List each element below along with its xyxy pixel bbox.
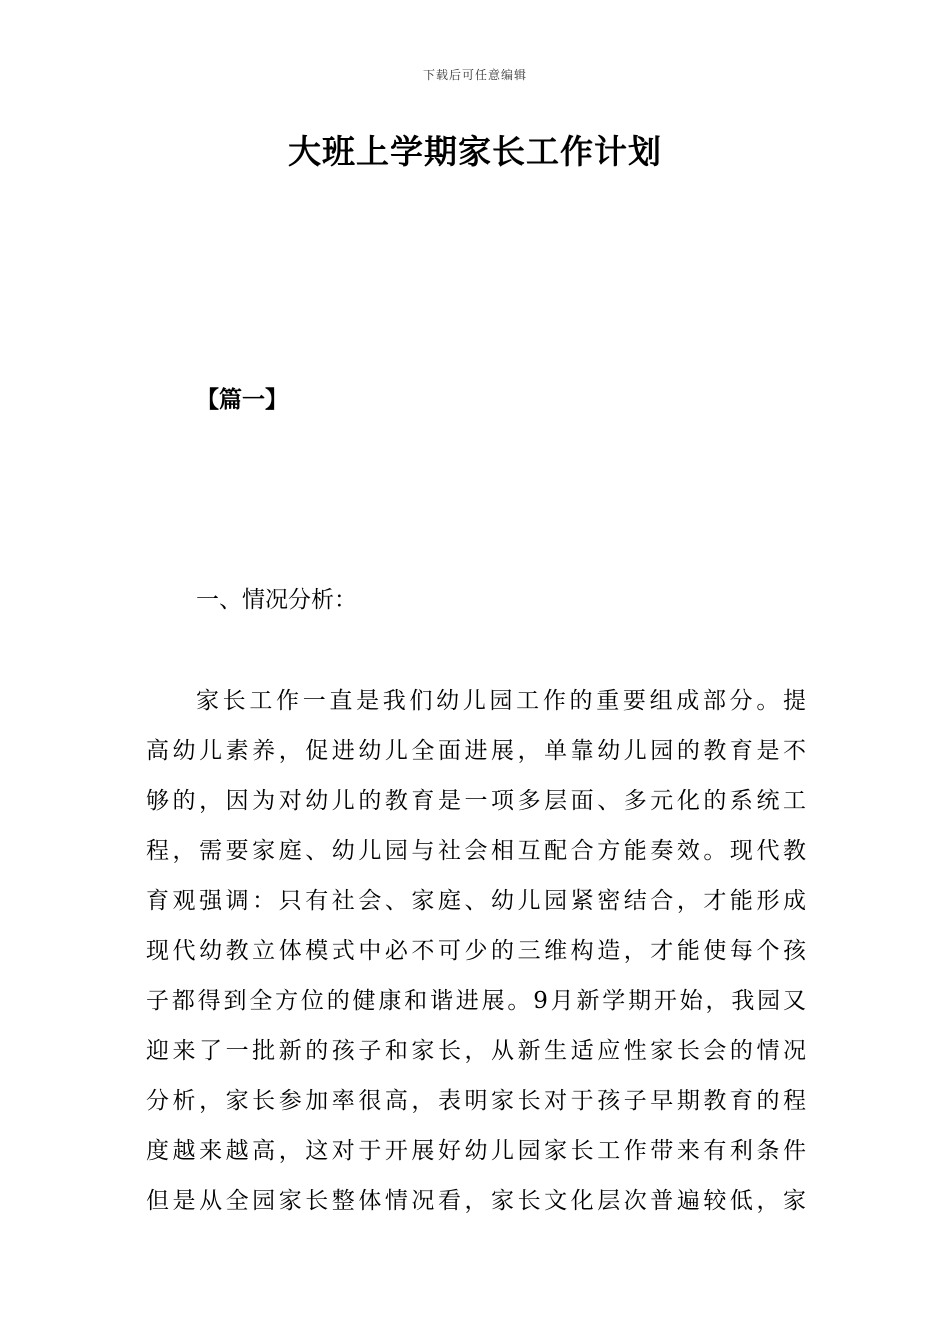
body-line: 分析，家长参加率很高，表明家长对于孩子早期教育的程 (146, 1088, 806, 1114)
body-line: 度越来越高，这对于开展好幼儿园家长工作带来有利条件 (146, 1138, 806, 1164)
body-line: 现代幼教立体模式中必不可少的三维构造，才能使每个孩 (146, 938, 806, 964)
body-line: 够的，因为对幼儿的教育是一项多层面、多元化的系统工 (146, 788, 806, 814)
body-line: 但是从全园家长整体情况看，家长文化层次普遍较低，家 (146, 1188, 806, 1214)
body-line: 程，需要家庭、幼儿园与社会相互配合方能奏效。现代教 (146, 838, 806, 864)
body-paragraph (146, 676, 806, 1226)
section-heading: 一、情况分析： (196, 587, 357, 613)
body-line: 育观强调：只有社会、家庭、幼儿园紧密结合，才能形成 (146, 888, 806, 914)
body-line: 迎来了一批新的孩子和家长，从新生适应性家长会的情况 (146, 1038, 806, 1064)
body-line: 高幼儿素养，促进幼儿全面进展，单靠幼儿园的教育是不 (146, 738, 806, 764)
body-line: 家长工作一直是我们幼儿园工作的重要组成部分。提 (196, 688, 806, 714)
body-line: 子都得到全方位的健康和谐进展。9月新学期开始，我园又 (146, 988, 806, 1014)
header-note: 下载后可任意编辑 (422, 68, 527, 82)
section-tag: 【篇一】 (196, 387, 288, 413)
document-title: 大班上学期家长工作计划 (288, 132, 662, 171)
